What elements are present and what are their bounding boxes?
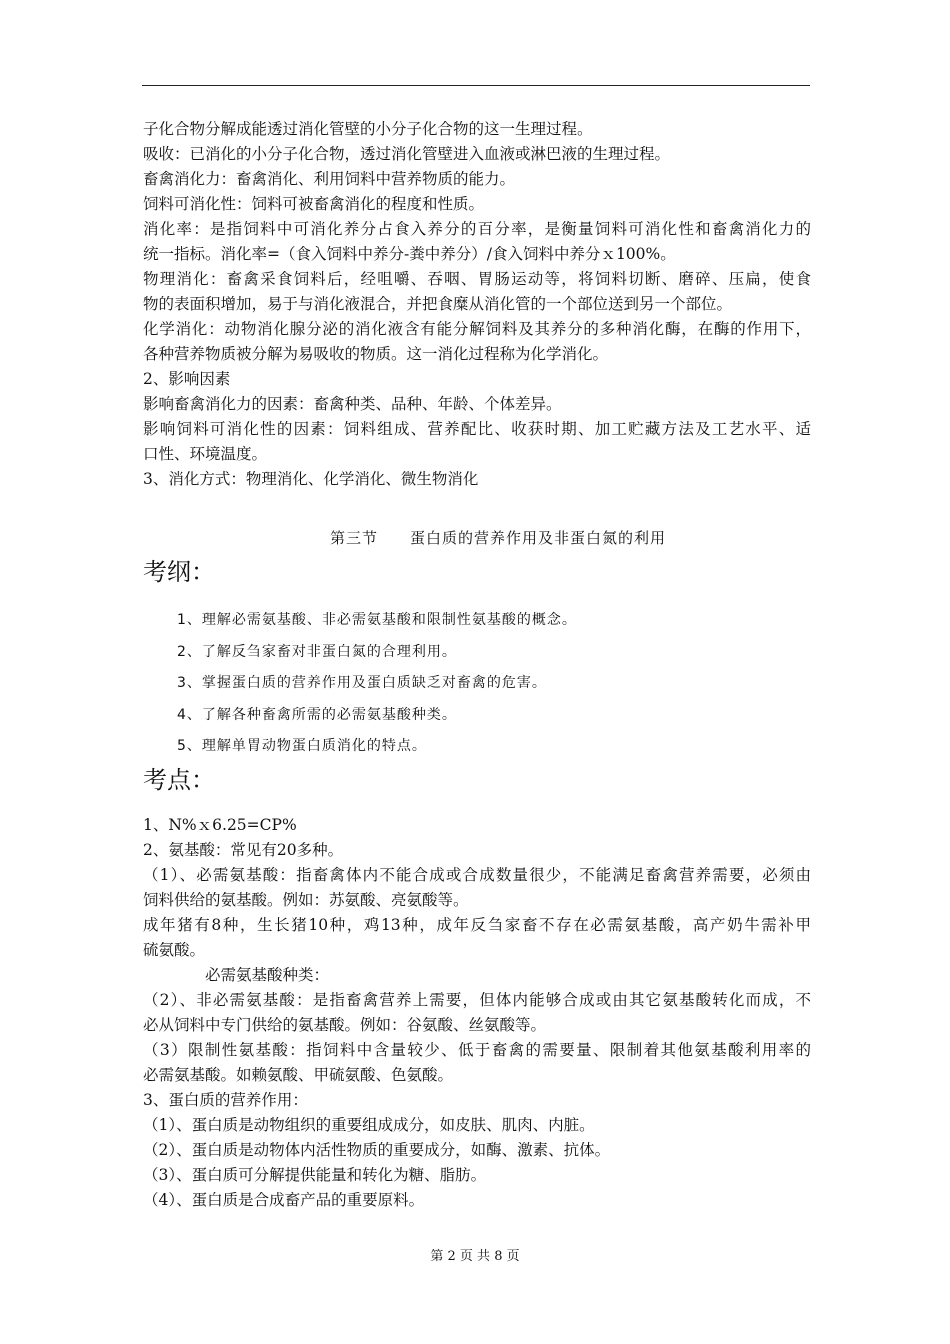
- paragraph-line: 影响饲料可消化性的因素：饲料组成、营养配比、收获时期、加工贮藏方法及工艺水平、适: [143, 420, 811, 438]
- paragraph-line: 物理消化：畜禽采食饲料后，经咀嚼、吞咽、胃肠运动等，将饲料切断、磨碎、压扁，使食: [143, 270, 811, 288]
- digestion-text-block: [143, 117, 811, 492]
- outline-item: 3、掌握蛋白质的营养作用及蛋白质缺乏对畜禽的危害。: [177, 675, 547, 691]
- paragraph-line: 子化合物分解成能透过消化管壁的小分子化合物的这一生理过程。: [143, 120, 593, 138]
- paragraph-line: 物的表面积增加，易于与消化液混合，并把食糜从消化管的一个部位送到另一个部位。: [143, 295, 733, 313]
- paragraph-line: 必从饲料中专门供给的氨基酸。例如：谷氨酸、丝氨酸等。: [143, 1016, 547, 1034]
- header-rule: [142, 85, 810, 86]
- paragraph-line: 3、蛋白质的营养作用：: [143, 1091, 308, 1109]
- heading-kaodian: 考点：: [143, 766, 215, 794]
- paragraph-line: 化学消化：动物消化腺分泌的消化液含有能分解饲料及其养分的多种消化酶，在酶的作用下，: [143, 320, 811, 338]
- paragraph-line: 吸收：已消化的小分子化合物，透过消化管壁进入血液或淋巴液的生理过程。: [143, 145, 671, 163]
- paragraph-line: 3、消化方式：物理消化、化学消化、微生物消化: [143, 470, 479, 488]
- outline-item: 4、了解各种畜禽所需的必需氨基酸种类。: [177, 706, 457, 723]
- paragraph-line: 消化率：是指饲料中可消化养分占食入养分的百分率，是衡量饲料可消化性和畜禽消化力的: [143, 220, 811, 238]
- outline-list: [177, 605, 697, 763]
- protein-text-block: [143, 813, 811, 1213]
- outline-item: 2、了解反刍家畜对非蛋白氮的合理利用。: [177, 643, 457, 660]
- paragraph-line: （2）、蛋白质是动物体内活性物质的重要成分，如酶、激素、抗体。: [143, 1141, 611, 1159]
- paragraph-line: 各种营养物质被分解为易吸收的物质。这一消化过程称为化学消化。: [143, 345, 609, 363]
- paragraph-line: （3）限制性氨基酸：指饲料中含量较少、低于畜禽的需要量、限制着其他氨基酸利用率的: [143, 1041, 811, 1059]
- heading-kaogang: 考纲：: [143, 558, 215, 586]
- paragraph-line: 硫氨酸。: [143, 941, 206, 959]
- paragraph-line: 1、N%ｘ6.25=CP%: [143, 816, 297, 834]
- paragraph-line: 畜禽消化力：畜禽消化、利用饲料中营养物质的能力。: [143, 170, 516, 188]
- paragraph-line: （3）、蛋白质可分解提供能量和转化为糖、脂肪。: [143, 1166, 487, 1184]
- paragraph-line: 必需氨基酸种类：: [143, 966, 330, 984]
- paragraph-line: 成年猪有8种，生长猪10种，鸡13种，成年反刍家畜不存在必需氨基酸，高产奶牛需补甲: [143, 916, 811, 934]
- paragraph-line: 影响畜禽消化力的因素：畜禽种类、品种、年龄、个体差异。: [143, 395, 562, 413]
- paragraph-line: 饲料可消化性：饲料可被畜禽消化的程度和性质。: [143, 195, 485, 213]
- page-number-footer: 第 2 页 共 8 页: [430, 1249, 520, 1264]
- paragraph-line: 口性、环境温度。: [143, 445, 268, 463]
- paragraph-line: （2）、非必需氨基酸：是指畜禽营养上需要，但体内能够合成或由其它氨基酸转化而成，不: [143, 991, 811, 1009]
- section-title: 第三节 蛋白质的营养作用及非蛋白氮的利用: [330, 529, 667, 547]
- paragraph-line: 统一指标。消化率=（食入饲料中养分-粪中养分）/食入饲料中养分ｘ100%。: [143, 245, 676, 263]
- paragraph-line: （1）、蛋白质是动物组织的重要组成成分，如皮肤、肌肉、内脏。: [143, 1116, 595, 1134]
- paragraph-line: 2、氨基酸：常见有20多种。: [143, 841, 344, 859]
- paragraph-line: （4）、蛋白质是合成畜产品的重要原料。: [143, 1191, 425, 1209]
- paragraph-line: 2、影响因素: [143, 370, 231, 388]
- paragraph-line: （1）、必需氨基酸：指畜禽体内不能合成或合成数量很少，不能满足畜禽营养需要，必须由: [143, 866, 811, 884]
- outline-item: 5、理解单胃动物蛋白质消化的特点。: [177, 738, 427, 754]
- paragraph-line: 必需氨基酸。如赖氨酸、甲硫氨酸、色氨酸。: [143, 1066, 454, 1084]
- outline-item: 1、理解必需氨基酸、非必需氨基酸和限制性氨基酸的概念。: [177, 612, 577, 628]
- paragraph-line: 饲料供给的氨基酸。例如：苏氨酸、亮氨酸等。: [143, 891, 469, 909]
